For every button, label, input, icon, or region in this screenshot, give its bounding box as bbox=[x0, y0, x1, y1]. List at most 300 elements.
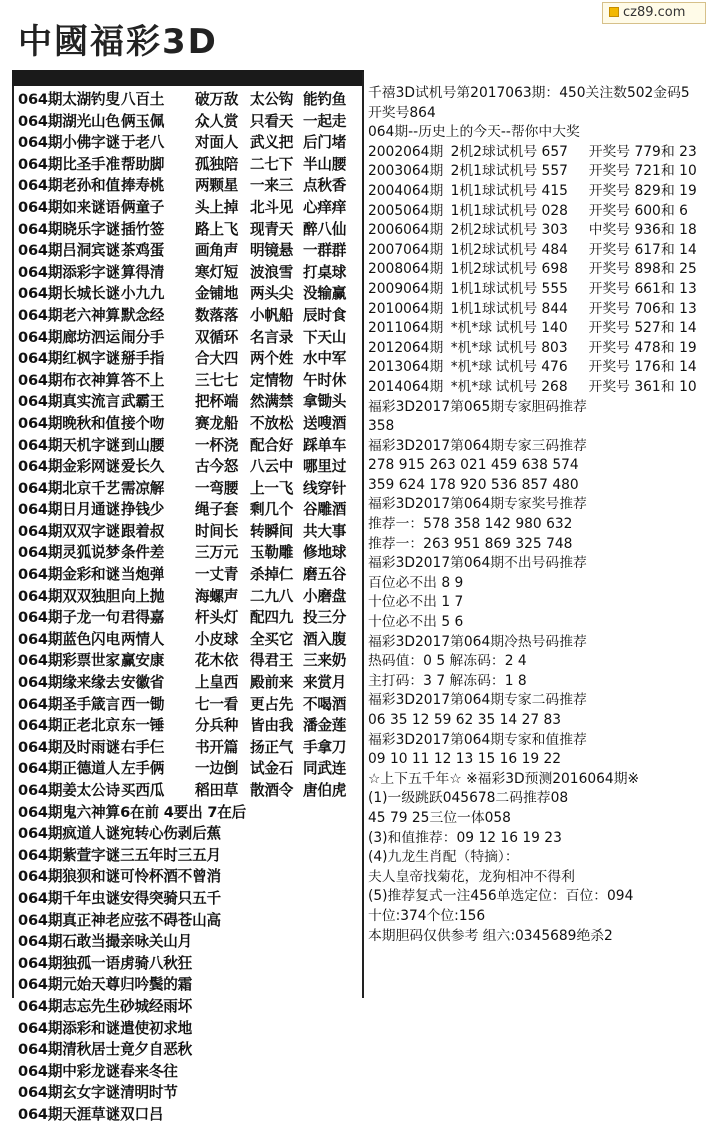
riddle-verse: 宛转心伤剥后蕉 bbox=[120, 825, 221, 843]
riddle-phrase: 到山腰 bbox=[121, 436, 165, 454]
history-cell: 和 10 bbox=[660, 378, 697, 395]
riddle-row bbox=[18, 1018, 358, 1040]
riddle-row bbox=[18, 737, 358, 759]
riddle-row bbox=[18, 154, 358, 176]
riddle-title: 064期添彩和谜 bbox=[18, 1019, 120, 1037]
history-cell: 和 14 bbox=[660, 359, 697, 376]
history-cell: 和 19 bbox=[660, 339, 697, 356]
riddle-phrase: 金铺地 bbox=[195, 285, 239, 303]
riddle-row bbox=[18, 802, 358, 824]
history-cell: 开奖号 176 bbox=[588, 359, 661, 376]
history-cell: 2机2球 bbox=[450, 222, 496, 239]
riddle-title: 064期石敢当撮 bbox=[18, 933, 120, 951]
history-cell: 1机1球 bbox=[450, 182, 496, 199]
prediction-line: 主打码：3 7 解冻码：1 8 bbox=[368, 672, 527, 689]
riddle-phrase: 买西瓜 bbox=[121, 782, 165, 799]
history-cell: 1机2球 bbox=[450, 261, 496, 278]
riddle-phrase: 拿锄头 bbox=[303, 393, 347, 411]
history-cell: 开奖号 898 bbox=[588, 261, 661, 278]
riddle-row bbox=[18, 931, 358, 953]
riddle-phrase: 现青天 bbox=[250, 220, 294, 238]
riddle-phrase: 潘金莲 bbox=[303, 717, 347, 735]
riddle-phrase: 踩单车 bbox=[303, 436, 347, 454]
riddle-phrase: 俩玉佩 bbox=[121, 112, 165, 130]
riddle-phrase: 插竹签 bbox=[121, 220, 165, 238]
riddle-phrase: 唐伯虎 bbox=[303, 782, 347, 799]
history-cell: 2006064期 bbox=[368, 222, 444, 239]
history-cell: 2003064期 bbox=[368, 163, 444, 180]
riddle-phrase: 线穿针 bbox=[303, 479, 347, 497]
riddle-row bbox=[18, 672, 358, 694]
prediction-line: 福彩3D2017第064期专家和值推荐 bbox=[368, 731, 587, 748]
history-cell: 2013064期 bbox=[368, 359, 444, 376]
riddle-row bbox=[18, 694, 358, 716]
history-cell: 试机号 557 bbox=[495, 163, 568, 180]
history-cell: 开奖号 706 bbox=[588, 300, 661, 317]
riddle-title: 064期老六神算 bbox=[18, 306, 120, 324]
history-row bbox=[368, 241, 704, 261]
riddle-row bbox=[18, 478, 358, 500]
riddle-phrase: 双循环 bbox=[195, 328, 239, 346]
prediction-line: 福彩3D2017第065期专家胆码推荐 bbox=[368, 398, 587, 415]
history-row bbox=[368, 162, 704, 182]
riddle-phrase: 手拿刀 bbox=[303, 738, 347, 756]
prediction-line: 福彩3D2017第064期冷热号码推荐 bbox=[368, 633, 587, 650]
riddle-phrase: 画角声 bbox=[195, 242, 239, 260]
history-row bbox=[368, 143, 704, 163]
riddle-title: 064期老孙和值 bbox=[18, 177, 120, 195]
riddle-phrase: 算得清 bbox=[121, 263, 165, 281]
riddle-verse: 双口吕 bbox=[120, 1105, 164, 1123]
riddle-phrase: 一丈青 bbox=[195, 566, 239, 584]
riddle-verse: 清明时节 bbox=[120, 1084, 178, 1102]
riddle-title: 064期紫萱字谜 bbox=[18, 846, 120, 864]
riddle-title: 064期晚秋和值 bbox=[18, 414, 120, 432]
history-cell: 试机号 657 bbox=[495, 143, 568, 160]
riddle-phrase: 午时休 bbox=[303, 371, 347, 389]
prediction-line: 09 10 11 12 13 15 16 19 22 bbox=[368, 751, 562, 768]
riddle-title: 064期如来谜语 bbox=[18, 198, 120, 216]
history-cell: 试机号 555 bbox=[495, 280, 568, 297]
prediction-line: 45 79 25三位一体058 bbox=[368, 809, 511, 826]
riddle-phrase: 需凉解 bbox=[121, 479, 165, 497]
riddle-phrase: 右手仨 bbox=[121, 738, 165, 756]
riddle-title: 064期湖光山色 bbox=[18, 112, 120, 130]
riddle-phrase: 条件差 bbox=[121, 544, 165, 562]
history-row bbox=[368, 182, 704, 202]
riddle-phrase: 打桌球 bbox=[303, 263, 347, 281]
riddle-phrase: 俩童子 bbox=[121, 198, 165, 216]
riddle-phrase: 皆由我 bbox=[250, 717, 294, 735]
riddle-row bbox=[18, 283, 358, 305]
riddle-phrase: 试金石 bbox=[250, 760, 294, 778]
history-cell: 开奖号 617 bbox=[588, 241, 661, 258]
history-cell: 2机2球 bbox=[450, 143, 496, 160]
riddle-title: 064期红枫字谜 bbox=[18, 350, 120, 368]
riddle-row bbox=[18, 650, 358, 672]
history-cell: 试机号 484 bbox=[495, 241, 568, 258]
riddle-phrase: 接个吻 bbox=[121, 414, 165, 432]
logo-icon bbox=[609, 7, 619, 17]
history-cell: *机*球 bbox=[450, 378, 493, 395]
riddle-row bbox=[18, 758, 358, 780]
history-cell: 中奖号 936 bbox=[588, 222, 661, 239]
riddle-phrase: 东一锤 bbox=[121, 717, 165, 735]
history-cell: 和 19 bbox=[660, 182, 697, 199]
history-cell: 开奖号 600 bbox=[588, 202, 661, 219]
watermark-badge[interactable] bbox=[602, 2, 706, 24]
riddle-phrase: 海螺声 bbox=[195, 587, 239, 605]
prediction-line: (4)九龙生肖配（特摘）： bbox=[368, 849, 519, 866]
riddle-row bbox=[18, 175, 358, 197]
riddle-title: 064期狼狈和谜 bbox=[18, 868, 120, 886]
riddle-phrase: 转瞬间 bbox=[250, 522, 294, 540]
riddle-title: 064期比圣手准 bbox=[18, 155, 120, 173]
history-cell: 2002064期 bbox=[368, 143, 444, 160]
history-cell: 和 25 bbox=[660, 261, 697, 278]
riddle-row bbox=[18, 391, 358, 413]
history-cell: 2011064期 bbox=[368, 320, 444, 337]
history-cell: 和 18 bbox=[660, 222, 697, 239]
prediction-line: 夫人皇帝找菊花，龙狗相冲不得利 bbox=[368, 868, 575, 885]
riddle-phrase: 两头尖 bbox=[250, 285, 294, 303]
riddle-row bbox=[18, 521, 358, 543]
riddle-verse: 虏骑八秋狂 bbox=[120, 954, 193, 972]
riddle-phrase: 辰时食 bbox=[303, 306, 347, 324]
left-top-bar bbox=[12, 70, 364, 86]
prediction-line: 福彩3D2017第064期专家二码推荐 bbox=[368, 692, 587, 709]
riddle-phrase: 不喝酒 bbox=[303, 695, 347, 713]
riddle-title: 064期真正神老 bbox=[18, 911, 120, 929]
riddle-title: 064期日月通谜 bbox=[18, 501, 120, 519]
riddle-title: 064期清秋居士 bbox=[18, 1041, 120, 1059]
riddle-phrase: 三来奶 bbox=[303, 652, 347, 670]
riddle-phrase: 全买它 bbox=[250, 630, 294, 648]
riddle-title: 064期灵狐说梦 bbox=[18, 544, 120, 562]
riddle-row bbox=[18, 953, 358, 975]
riddle-phrase: 太公钩 bbox=[250, 91, 294, 108]
history-cell: 1机1球 bbox=[450, 202, 496, 219]
riddle-phrase: 古今怒 bbox=[195, 458, 239, 476]
riddle-phrase: 投三分 bbox=[303, 609, 347, 627]
history-row bbox=[368, 202, 704, 222]
riddle-row bbox=[18, 542, 358, 564]
history-cell: 试机号 476 bbox=[495, 359, 568, 376]
riddle-title: 064期太湖钓叟 bbox=[18, 91, 120, 108]
riddle-title: 064期廊坊泗运 bbox=[18, 328, 120, 346]
riddle-phrase: 绳子套 bbox=[195, 501, 239, 519]
riddle-title: 064期晓乐字谜 bbox=[18, 220, 120, 238]
riddle-phrase: 小九九 bbox=[121, 285, 165, 303]
riddle-phrase: 二七下 bbox=[250, 155, 294, 173]
riddle-title: 064期吕洞宾谜 bbox=[18, 242, 120, 260]
riddle-row bbox=[18, 305, 358, 327]
riddle-phrase: 默念经 bbox=[121, 306, 165, 324]
riddle-phrase: 明镜悬 bbox=[250, 242, 294, 260]
riddle-phrase: 散酒令 bbox=[250, 782, 294, 799]
riddle-phrase: 书开篇 bbox=[195, 738, 239, 756]
riddle-row bbox=[18, 240, 358, 262]
riddle-phrase: 剩几个 bbox=[250, 501, 294, 519]
riddle-title: 064期添彩字谜 bbox=[18, 263, 120, 281]
riddle-phrase: 把杯端 bbox=[195, 393, 239, 411]
riddle-row bbox=[18, 327, 358, 349]
riddle-phrase: 名言录 bbox=[250, 328, 294, 346]
riddle-phrase: 北斗见 bbox=[250, 198, 294, 216]
riddle-phrase: 波浪雪 bbox=[250, 263, 294, 281]
riddle-phrase: 爱长久 bbox=[121, 458, 165, 476]
riddle-title: 064期独孤一语 bbox=[18, 954, 120, 972]
history-cell: 2010064期 bbox=[368, 300, 444, 317]
history-cell: 试机号 028 bbox=[495, 202, 568, 219]
history-cell: 试机号 803 bbox=[495, 339, 568, 356]
history-row bbox=[368, 358, 704, 378]
riddle-phrase: 一弯腰 bbox=[195, 479, 239, 497]
riddle-phrase: 哪里过 bbox=[303, 458, 347, 476]
history-cell: 1机2球 bbox=[450, 241, 496, 258]
riddle-row bbox=[18, 132, 358, 154]
riddle-phrase: 杆头灯 bbox=[195, 609, 239, 627]
riddle-phrase: 稻田草 bbox=[195, 782, 239, 799]
riddle-row bbox=[18, 1104, 358, 1126]
riddle-phrase: 左手俩 bbox=[121, 760, 165, 778]
riddle-phrase: 心痒痒 bbox=[303, 198, 347, 216]
riddle-title: 064期子龙一句 bbox=[18, 609, 120, 627]
riddle-phrase: 合大四 bbox=[195, 350, 239, 368]
riddle-phrase: 众人赏 bbox=[195, 112, 239, 130]
history-cell: 2009064期 bbox=[368, 280, 444, 297]
riddle-verse: 亲咏关山月 bbox=[120, 933, 193, 951]
riddle-phrase: 得君王 bbox=[250, 652, 294, 670]
prediction-line: (1)一级跳跃045678二码推荐08 bbox=[368, 790, 569, 807]
riddle-row bbox=[18, 866, 358, 888]
riddle-row bbox=[18, 435, 358, 457]
history-cell: 开奖号 779 bbox=[588, 143, 661, 160]
riddle-phrase: 扬正气 bbox=[250, 738, 294, 756]
history-cell: 开奖号 361 bbox=[588, 378, 661, 395]
riddle-title: 064期正老北京 bbox=[18, 717, 120, 735]
riddle-title: 064期天涯草谜 bbox=[18, 1105, 120, 1123]
history-cell: 1机1球 bbox=[450, 280, 496, 297]
riddle-phrase: 茶鸡蛋 bbox=[121, 242, 165, 260]
riddle-phrase: 答不上 bbox=[121, 371, 165, 389]
riddle-phrase: 玉勒雕 bbox=[250, 544, 294, 562]
riddle-phrase: 八百土 bbox=[121, 91, 165, 108]
riddle-phrase: 分兵种 bbox=[195, 717, 239, 735]
riddle-title: 064期千年虫谜 bbox=[18, 889, 120, 907]
riddle-phrase: 修地球 bbox=[303, 544, 347, 562]
riddle-phrase: 西一锄 bbox=[121, 695, 165, 713]
riddle-row bbox=[18, 888, 358, 910]
riddle-phrase: 掰手指 bbox=[121, 350, 165, 368]
riddle-phrase: 没输赢 bbox=[303, 285, 347, 303]
history-cell: 2005064期 bbox=[368, 202, 444, 219]
riddle-title: 064期鬼六神算 bbox=[18, 803, 120, 821]
riddle-phrase: 定情物 bbox=[250, 371, 294, 389]
riddle-title: 064期中彩龙谜 bbox=[18, 1062, 120, 1080]
riddle-phrase: 一群群 bbox=[303, 242, 347, 260]
riddle-row bbox=[18, 413, 358, 435]
riddle-phrase: 水中军 bbox=[303, 350, 347, 368]
riddle-phrase: 三七七 bbox=[195, 371, 239, 389]
riddle-phrase: 赛龙船 bbox=[195, 414, 239, 432]
riddle-phrase: 寒灯短 bbox=[195, 263, 239, 281]
riddle-phrase: 小皮球 bbox=[195, 630, 239, 648]
riddle-phrase: 酒入腹 bbox=[303, 630, 347, 648]
column-divider bbox=[362, 72, 364, 998]
riddle-phrase: 同武连 bbox=[303, 760, 347, 778]
prediction-line: 十位:374个位:156 bbox=[368, 907, 486, 924]
prediction-panel bbox=[368, 84, 704, 946]
riddle-phrase: 一起走 bbox=[303, 112, 347, 130]
riddle-title: 064期玄女字谜 bbox=[18, 1084, 120, 1102]
riddle-title: 064期圣手箴言 bbox=[18, 695, 120, 713]
riddle-row bbox=[18, 715, 358, 737]
history-cell: 2007064期 bbox=[368, 241, 444, 258]
history-cell: 试机号 415 bbox=[495, 182, 568, 199]
riddle-row bbox=[18, 780, 358, 802]
history-cell: 2012064期 bbox=[368, 339, 444, 356]
riddle-row bbox=[18, 348, 358, 370]
riddle-phrase: 武霸王 bbox=[121, 393, 165, 411]
info-line: 开奖号864 bbox=[368, 104, 436, 121]
riddle-phrase: 跟着叔 bbox=[121, 522, 165, 540]
riddle-phrase: 一边倒 bbox=[195, 760, 239, 778]
riddle-phrase: 一来三 bbox=[250, 177, 294, 195]
riddle-row bbox=[18, 974, 358, 996]
riddle-phrase: 头上掉 bbox=[195, 198, 239, 216]
prediction-line: 本期胆码仅供参考 组六:0345689绝杀2 bbox=[368, 927, 613, 944]
watermark-text: cz89.com bbox=[623, 5, 686, 20]
riddle-title: 064期小佛字谜 bbox=[18, 134, 120, 152]
riddle-row bbox=[18, 262, 358, 284]
riddle-title: 064期天机字谜 bbox=[18, 436, 120, 454]
riddle-row bbox=[18, 910, 358, 932]
riddle-verse: 遣使初求地 bbox=[120, 1019, 193, 1037]
riddle-verse: 可怜杯酒不曾消 bbox=[120, 868, 221, 886]
riddle-phrase: 磨五谷 bbox=[303, 566, 347, 584]
riddle-title: 064期蓝色闪电 bbox=[18, 630, 120, 648]
riddle-phrase: 不放松 bbox=[250, 414, 294, 432]
riddle-verse: 安得突骑只五千 bbox=[120, 889, 221, 907]
riddle-phrase: 武义把 bbox=[250, 134, 294, 152]
prediction-line: 359 624 178 920 536 857 480 bbox=[368, 476, 579, 493]
riddle-phrase: 上皇西 bbox=[195, 674, 239, 692]
riddle-phrase: 来赏月 bbox=[303, 674, 347, 692]
riddle-phrase: 杀掉仁 bbox=[250, 566, 294, 584]
riddle-phrase: 点秋香 bbox=[303, 177, 347, 195]
riddle-row bbox=[18, 1082, 358, 1104]
riddle-row bbox=[18, 197, 358, 219]
prediction-line: 百位必不出 8 9 bbox=[368, 574, 464, 591]
history-cell: 和 14 bbox=[660, 241, 697, 258]
riddle-phrase: 二九八 bbox=[250, 587, 294, 605]
history-cell: 开奖号 527 bbox=[588, 320, 661, 337]
prediction-line: (5)推荐复式一注456单选定位：百位：094 bbox=[368, 888, 634, 905]
history-cell: *机*球 bbox=[450, 339, 493, 356]
riddle-phrase: 半山腰 bbox=[303, 155, 347, 173]
riddle-phrase: 破万敌 bbox=[195, 91, 239, 108]
riddle-title: 064期姜太公诗 bbox=[18, 782, 120, 799]
riddle-phrase: 共大事 bbox=[303, 522, 347, 540]
prediction-line: 热码值：0 5 解冻码：2 4 bbox=[368, 653, 527, 670]
riddle-phrase: 赢安康 bbox=[121, 652, 165, 670]
riddle-phrase: 后门堵 bbox=[303, 134, 347, 152]
riddle-title: 064期长城长谜 bbox=[18, 285, 120, 303]
riddle-phrase: 孤独陪 bbox=[195, 155, 239, 173]
riddle-phrase: 醉八仙 bbox=[303, 220, 347, 238]
riddle-phrase: 当炮弹 bbox=[121, 566, 165, 584]
history-row bbox=[368, 300, 704, 320]
prediction-line: 十位必不出 1 7 bbox=[368, 594, 464, 611]
riddle-phrase: 数落落 bbox=[195, 306, 239, 324]
riddle-phrase: 下天山 bbox=[303, 328, 347, 346]
riddle-phrase: 殿前来 bbox=[250, 674, 294, 692]
riddle-phrase: 两个姓 bbox=[250, 350, 294, 368]
riddle-title: 064期疯道人谜 bbox=[18, 825, 120, 843]
riddle-phrase: 君得嘉 bbox=[121, 609, 165, 627]
history-cell: 2008064期 bbox=[368, 261, 444, 278]
riddle-phrase: 八云中 bbox=[250, 458, 294, 476]
brand-title: 中國福彩3D bbox=[18, 22, 218, 62]
history-row bbox=[368, 260, 704, 280]
riddle-title: 064期北京千艺 bbox=[18, 479, 120, 497]
riddle-phrase: 时间长 bbox=[195, 522, 239, 540]
riddle-phrase: 能钓鱼 bbox=[303, 91, 347, 108]
riddle-phrase: 对面人 bbox=[195, 134, 239, 152]
history-row bbox=[368, 280, 704, 300]
riddle-title: 064期金彩和谜 bbox=[18, 566, 120, 584]
riddle-verse: 三五年时三五月 bbox=[120, 846, 221, 864]
riddle-phrase: 七一看 bbox=[195, 695, 239, 713]
prediction-line: 福彩3D2017第064期专家奖号推荐 bbox=[368, 496, 587, 513]
riddle-row bbox=[18, 1039, 358, 1061]
history-cell: *机*球 bbox=[450, 320, 493, 337]
history-cell: 开奖号 829 bbox=[588, 182, 661, 199]
history-cell: 试机号 268 bbox=[495, 378, 568, 395]
riddle-row bbox=[18, 89, 358, 111]
riddle-title: 064期彩票世家 bbox=[18, 652, 120, 670]
riddle-phrase: 于老八 bbox=[121, 134, 165, 152]
history-cell: 2机1球 bbox=[450, 163, 496, 180]
riddle-row bbox=[18, 1061, 358, 1083]
prediction-line: 福彩3D2017第064期专家三码推荐 bbox=[368, 437, 587, 454]
history-row bbox=[368, 319, 704, 339]
history-cell: 和 10 bbox=[660, 163, 697, 180]
riddle-row bbox=[18, 996, 358, 1018]
riddle-phrase: 谷雕酒 bbox=[303, 501, 347, 519]
history-cell: 2014064期 bbox=[368, 378, 444, 395]
riddle-phrase: 路上飞 bbox=[195, 220, 239, 238]
history-cell: 试机号 303 bbox=[495, 222, 568, 239]
riddle-phrase: 闹分手 bbox=[121, 328, 165, 346]
riddle-phrase: 送嗖酒 bbox=[303, 414, 347, 432]
riddle-verse: 应弦不碍苍山高 bbox=[120, 911, 221, 929]
riddle-list bbox=[18, 89, 358, 1126]
prediction-line: 278 915 263 021 459 638 574 bbox=[368, 457, 579, 474]
prediction-line: 福彩3D2017第064期不出号码推荐 bbox=[368, 555, 587, 572]
riddle-row bbox=[18, 845, 358, 867]
history-cell: 试机号 844 bbox=[495, 300, 568, 317]
riddle-title: 064期缘来缘去 bbox=[18, 674, 120, 692]
info-line: 064期--历史上的今天--帮你中大奖 bbox=[368, 124, 580, 141]
riddle-title: 064期金彩网谜 bbox=[18, 458, 120, 476]
info-line: 千禧3D试机号第2017063期：450关注数502金码5 bbox=[368, 85, 690, 101]
riddle-verse: 6在前 4要出 7在后 bbox=[120, 803, 247, 821]
riddle-title: 064期志忘先生 bbox=[18, 997, 120, 1015]
history-cell: *机*球 bbox=[450, 359, 493, 376]
history-cell: 开奖号 661 bbox=[588, 280, 661, 297]
